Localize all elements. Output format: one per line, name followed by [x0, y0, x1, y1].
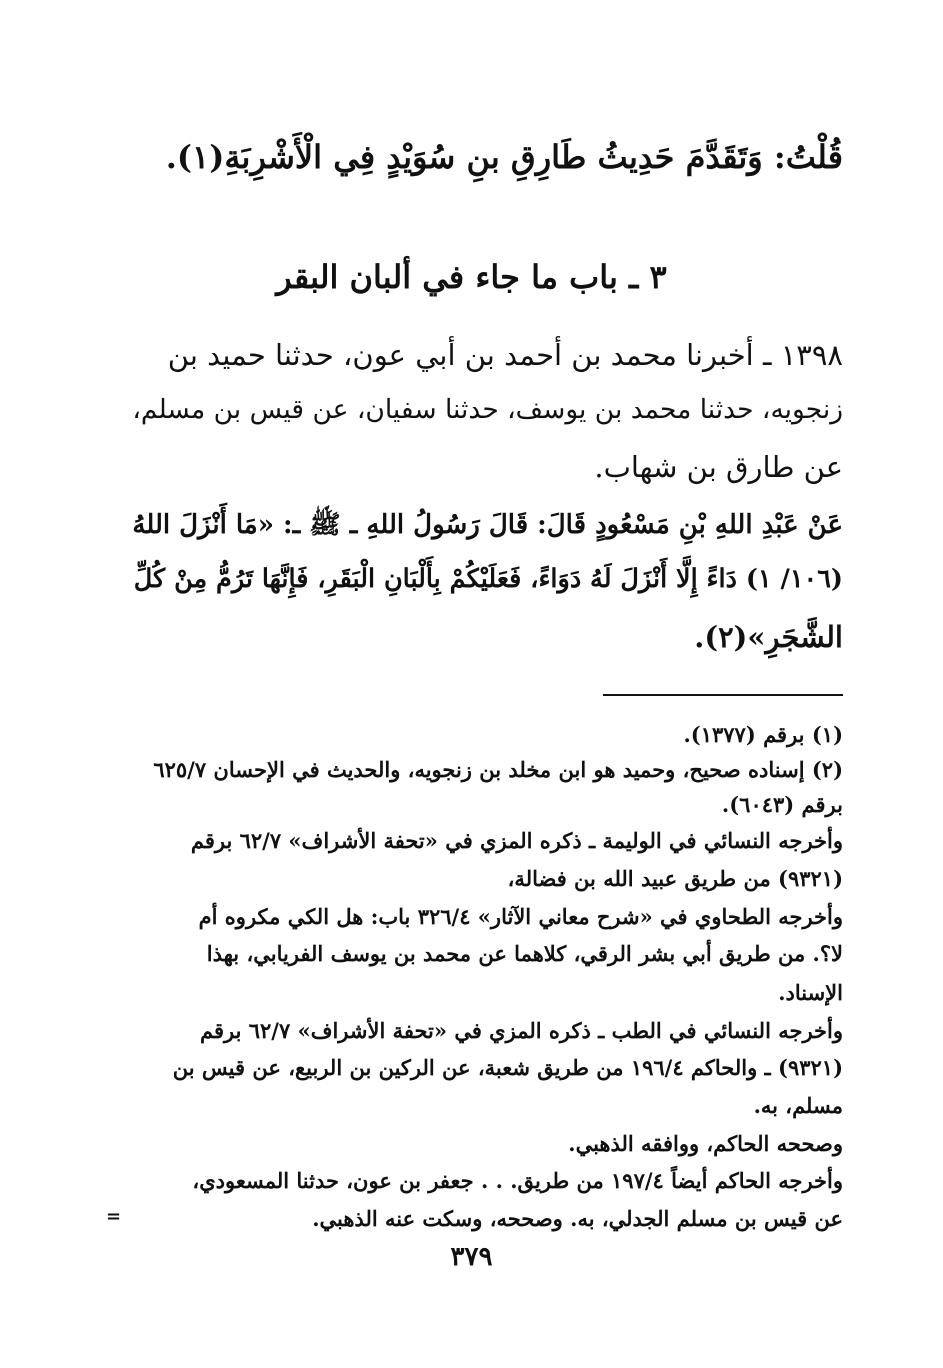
- hadith-matn-line: (١٠٦/ ١) دَاءً إِلَّا أَنْزَلَ لَهُ دَوَاءً، فَعَلَيْكُمْ بِأَلْبَانِ الْبَقَرِ، فَإِنَّهَا تَرُمُّ مِنْ كُلِّ: [133, 564, 843, 594]
- hadith-matn-line: عَنْ عَبْدِ اللهِ بْنِ مَسْعُودٍ قَالَ: قَالَ رَسُولُ اللهِ ـ ﷺ ـ: «مَا أَنْزَلَ اللهُ: [132, 510, 843, 540]
- hadith-isnad-line: عن طارق بن شهاب.: [594, 450, 843, 484]
- footnote-line: لا؟. من طريق أبي بشر الرقي، كلاهما عن محمد بن يوسف الفريابي، بهذا: [206, 941, 843, 966]
- footnote-line: وصححه الحاكم، ووافقه الذهبي.: [568, 1131, 843, 1156]
- hadith-isnad-line: ١٣٩٨ ـ أخبرنا محمد بن أحمد بن أبي عون، حدثنا حميد بن: [167, 338, 843, 372]
- footnote-line: وأخرجه الحاكم أيضاً ١٩٧/٤ من طريق. . . جعفر بن عون، حدثنا المسعودي،: [192, 1168, 843, 1193]
- footnote-line: وأخرجه الطحاوي في «شرح معاني الآثار» ٣٢٦/٤ باب: هل الكي مكروه أم: [198, 904, 843, 929]
- footnote-line: مسلم، به.: [753, 1093, 843, 1118]
- footnote-line: وأخرجه النسائي في الوليمة ـ ذكره المزي في «تحفة الأشراف» ٦٢/٧ برقم: [190, 828, 843, 853]
- footnote-line: (١) برقم (١٣٧٧).: [683, 722, 843, 747]
- closing-remark: قُلْتُ: وَتَقَدَّمَ حَدِيثُ طَارِقِ بنِ سُوَيْدٍ فِي الْأَشْرِبَةِ(١).: [165, 138, 843, 176]
- section-title: ٣ ـ باب ما جاء في ألبان البقر: [276, 258, 667, 296]
- footnote-line: وأخرجه النسائي في الطب ـ ذكره المزي في «تحفة الأشراف» ٦٢/٧ برقم: [199, 1018, 843, 1043]
- continuation-mark: =: [106, 1206, 122, 1227]
- footnote-line: (٩٣٢١) من طريق عبيد الله بن فضالة،: [507, 866, 843, 891]
- footnote-line: الإسناد.: [778, 980, 843, 1005]
- hadith-matn-line: الشَّجَرِ»(٢).: [694, 620, 843, 654]
- footnote-line: برقم (٦٠٤٣).: [721, 792, 843, 817]
- footnote-separator: [603, 694, 843, 696]
- footnote-line: عن قيس بن مسلم الجدلي، به. وصححه، وسكت عنه الذهبي.: [312, 1206, 843, 1231]
- hadith-isnad-line: زنجويه، حدثنا محمد بن يوسف، حدثنا سفيان، عن قيس بن مسلم،: [132, 394, 843, 425]
- footnote-line: (٩٣٢١) ـ والحاكم ١٩٦/٤ من طريق شعبة، عن الركين بن الربيع، عن قيس بن: [172, 1055, 843, 1080]
- footnote-line: (٢) إسناده صحيح، وحميد هو ابن مخلد بن زنجويه، والحديث في الإحسان ٦٢٥/٧: [153, 757, 843, 782]
- page-number: ٣٧٩: [450, 1242, 493, 1272]
